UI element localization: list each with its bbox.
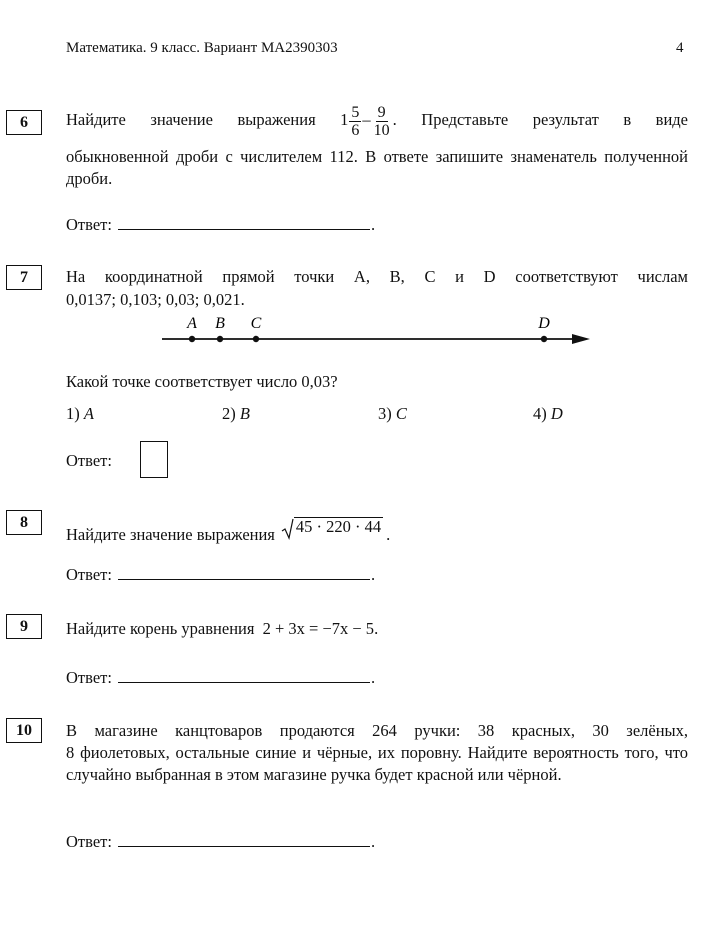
task-7-answer-box[interactable] [140,441,168,478]
point-b-label: B [215,315,225,332]
task-6-expression [340,103,689,139]
task-7-question: Какой точке соответствует число 0,03? [66,372,338,391]
task-6-suffix: . Представьте результат в виде [392,110,689,129]
fraction-1-denominator: 6 [351,121,360,139]
answer-blank[interactable] [118,566,370,580]
task-8-suffix: . [386,525,391,544]
option-number: 3) [378,404,392,423]
task-8-answer-line[interactable] [66,565,375,585]
task-6-text-line1 [66,101,688,139]
task-8-text [66,517,390,545]
task-10-text-rest: 8 фиолетовых, остальные синие и чёрные, их поровну. Найдите вероятность того, что случайно выбранная в этом магазине ручка будет красной или чёрной. [66,743,688,784]
point-d-label: D [538,315,550,332]
answer-dot: . [370,565,376,584]
task-7-text-line2: 0,0137; 0,103; 0,03; 0,021. [66,290,245,309]
option-3[interactable] [378,404,407,424]
task-6-fraction-2 [372,104,392,139]
page-header-title: Математика. 9 класс. Вариант МА2390303 [66,40,338,56]
answer-blank[interactable] [118,833,370,847]
point-c-label: C [250,315,262,332]
option-label: B [239,404,250,423]
option-label: D [550,404,563,423]
fraction-1-numerator: 5 [351,103,360,121]
sqrt-sign-icon [281,518,294,540]
point-d-dot [541,336,547,342]
axis-arrow-icon [572,334,590,344]
option-label: A [83,404,94,423]
point-a-label: A [187,315,197,332]
task-6-answer-line[interactable] [66,215,375,235]
option-label: C [395,404,407,423]
fraction-2-numerator: 9 [377,103,386,121]
point-b-dot [217,336,223,342]
answer-blank[interactable] [118,669,370,683]
option-1[interactable] [66,404,94,424]
answer-label: Ответ: [66,668,112,687]
answer-label: Ответ: [66,832,112,851]
task-9-suffix: . [374,619,379,638]
task-number-9: 9 [6,614,42,639]
point-c-dot [253,336,259,342]
sqrt-expression [281,517,383,536]
task-number-10: 10 [6,718,42,743]
task-8-prefix: Найдите значение выражения [66,525,275,544]
option-number: 1) [66,404,80,423]
task-number-7: 7 [6,265,42,290]
task-9-answer-line[interactable] [66,668,375,688]
task-7-answer-label: Ответ: [66,451,112,470]
task-9-text [66,619,378,639]
option-4[interactable] [533,404,563,424]
task-10-text-line1: В магазине канцтоваров продаются 264 ручки: 38 красных, 30 зелёных, [66,721,688,740]
task-number-6: 6 [6,110,42,135]
task-6-prefix: Найдите значение выражения [66,110,316,129]
sqrt-radicand: 45 · 220 · 44 [295,517,382,536]
page-number: 4 [676,40,684,56]
point-a-dot [189,336,195,342]
task-6-text-rest: обыкновенной дроби с числителем 112. В ответе запишите знаменатель полученной дроби. [66,147,688,188]
task-9-prefix: Найдите корень уравнения [66,619,255,638]
answer-label: Ответ: [66,565,112,584]
task-10-answer-line[interactable] [66,832,375,852]
answer-blank[interactable] [118,216,370,230]
task-7-text-line1: На координатной прямой точки A, B, C и D соответствуют числам [66,267,688,286]
answer-dot: . [370,668,376,687]
minus-sign: – [362,110,371,129]
answer-dot: . [370,215,376,234]
task-6-fraction-1 [349,104,361,139]
task-6-whole: 1 [340,110,349,129]
answer-dot: . [370,832,376,851]
option-2[interactable] [222,404,250,424]
answer-label: Ответ: [66,215,112,234]
coordinate-line [150,312,610,352]
option-number: 4) [533,404,547,423]
task-9-equation: 2 + 3x = −7x − 5 [262,619,375,638]
task-number-8: 8 [6,510,42,535]
fraction-2-denominator: 10 [373,121,390,139]
option-number: 2) [222,404,236,423]
